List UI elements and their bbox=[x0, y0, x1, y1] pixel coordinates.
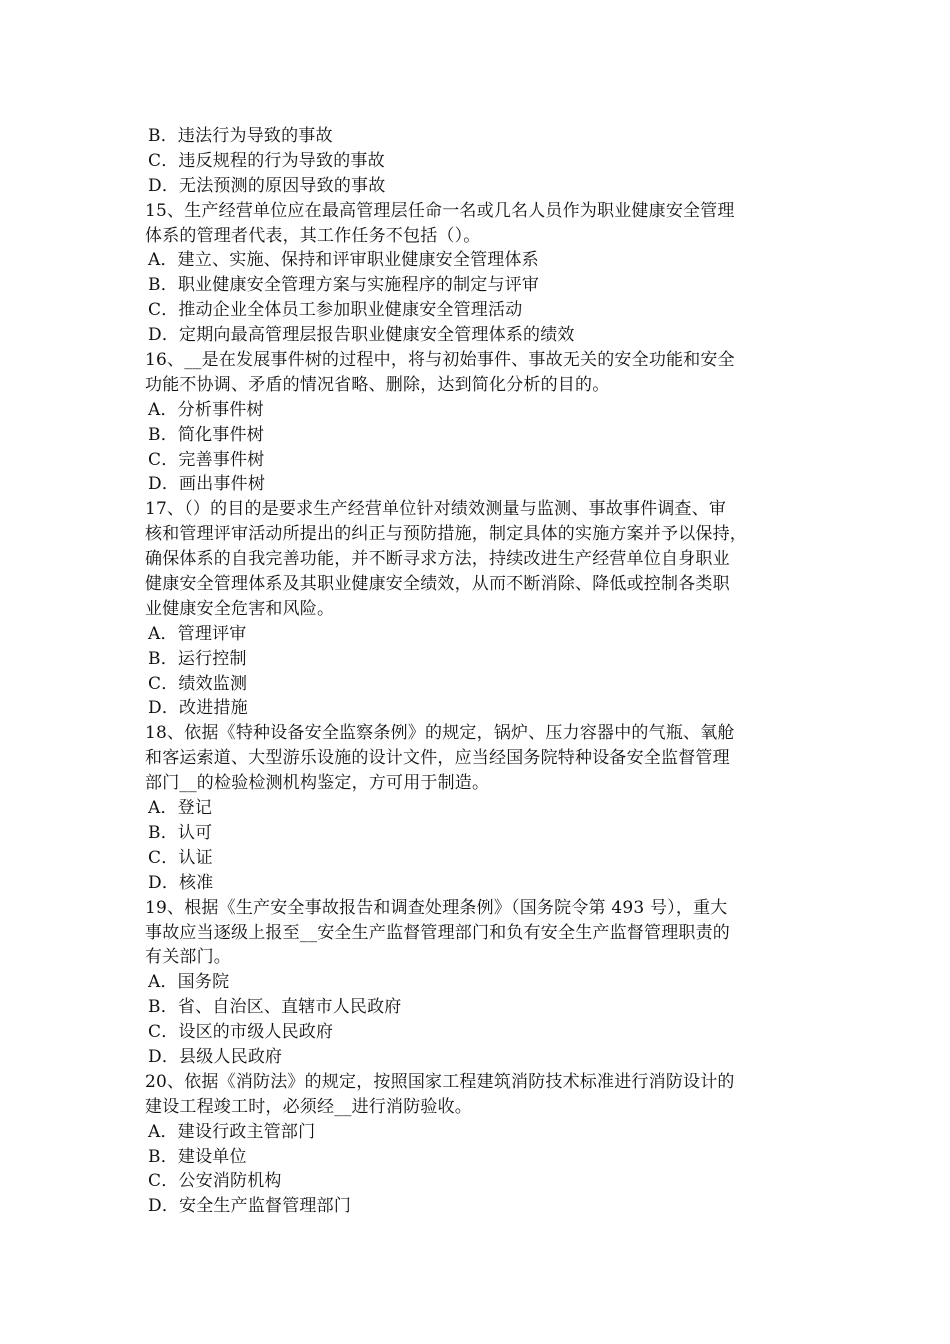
question-20 bbox=[145, 1070, 815, 1219]
question-text-line: 17、（）的目的是要求生产经营单位针对绩效测量与监测、事故事件调查、审 bbox=[145, 499, 727, 520]
question-text-line: 有关部门。 bbox=[145, 947, 231, 968]
question-text-line: 业健康安全危害和风险。 bbox=[145, 598, 335, 619]
option-c: C．完善事件树 bbox=[148, 449, 265, 470]
option-c: C．推动企业全体员工参加职业健康安全管理活动 bbox=[148, 300, 523, 321]
option-a: A．管理评审 bbox=[148, 623, 247, 644]
option-b: B．职业健康安全管理方案与实施程序的制定与评审 bbox=[148, 275, 540, 296]
option-d: D．改进措施 bbox=[148, 698, 248, 719]
option-d: D．无法预测的原因导致的事故 bbox=[148, 175, 386, 196]
question-15 bbox=[145, 199, 815, 348]
leading-options bbox=[145, 124, 815, 199]
question-text-line: 15、生产经营单位应在最高管理层任命一名或几名人员作为职业健康安全管理 bbox=[145, 200, 735, 221]
option-d: D．县级人民政府 bbox=[148, 1046, 283, 1067]
question-text-line: 健康安全管理体系及其职业健康安全绩效，从而不断消除、降低或控制各类职 bbox=[145, 574, 730, 595]
option-b: B．建设单位 bbox=[148, 1146, 247, 1167]
question-text-line: 确保体系的自我完善功能，并不断寻求方法，持续改进生产经营单位自身职业 bbox=[145, 549, 730, 570]
question-text-line: 16、__是在发展事件树的过程中，将与初始事件、事故无关的安全功能和安全 bbox=[145, 350, 735, 371]
question-text-line: 19、根据《生产安全事故报告和调查处理条例》（国务院令第 493 号），重大 bbox=[145, 897, 728, 918]
option-a: A．建设行政主管部门 bbox=[148, 1121, 316, 1142]
question-text-line: 部门__的检验检测机构鉴定，方可用于制造。 bbox=[145, 773, 490, 794]
option-c: C．认证 bbox=[148, 847, 213, 868]
option-a: A．建立、实施、保持和评审职业健康安全管理体系 bbox=[148, 250, 539, 271]
option-b: B．省、自治区、直辖市人民政府 bbox=[148, 997, 402, 1018]
question-19 bbox=[145, 896, 815, 1070]
document-body bbox=[145, 124, 815, 1219]
question-text-line: 18、依据《特种设备安全监察条例》的规定，锅炉、压力容器中的气瓶、氧舱 bbox=[145, 723, 735, 744]
question-text-line: 事故应当逐级上报至__安全生产监督管理部门和负有安全生产监督管理职责的 bbox=[145, 922, 730, 943]
option-b: B．简化事件树 bbox=[148, 424, 264, 445]
option-c: C．设区的市级人民政府 bbox=[148, 1022, 334, 1043]
option-c: C．公安消防机构 bbox=[148, 1171, 282, 1192]
option-b: B．违法行为导致的事故 bbox=[148, 126, 333, 146]
question-18 bbox=[145, 721, 815, 895]
option-b: B．运行控制 bbox=[148, 648, 247, 669]
option-c: C．绩效监测 bbox=[148, 673, 248, 694]
question-text-line: 核和管理评审活动所提出的纠正与预防措施，制定具体的实施方案并予以保持， bbox=[145, 524, 747, 545]
option-a: A．国务院 bbox=[148, 972, 230, 993]
option-c: C．违反规程的行为导致的事故 bbox=[148, 150, 385, 171]
option-d: D．定期向最高管理层报告职业健康安全管理体系的绩效 bbox=[148, 325, 575, 346]
option-a: A．登记 bbox=[148, 798, 213, 819]
question-17 bbox=[145, 497, 815, 721]
option-d: D．安全生产监督管理部门 bbox=[148, 1196, 352, 1217]
option-d: D．画出事件树 bbox=[148, 474, 266, 495]
question-text-line: 建设工程竣工时，必须经__进行消防验收。 bbox=[145, 1096, 472, 1117]
option-d: D．核准 bbox=[148, 872, 214, 893]
question-text-line: 和客运索道、大型游乐设施的设计文件，应当经国务院特种设备安全监督管理 bbox=[145, 748, 730, 769]
question-text-line: 20、依据《消防法》的规定，按照国家工程建筑消防技术标准进行消防设计的 bbox=[145, 1071, 735, 1092]
option-b: B．认可 bbox=[148, 822, 213, 843]
question-text-line: 体系的管理者代表，其工作任务不包括（）。 bbox=[145, 225, 481, 246]
question-text-line: 功能不协调、矛盾的情况省略、删除，达到简化分析的目的。 bbox=[145, 374, 610, 395]
question-16 bbox=[145, 348, 815, 497]
option-a: A．分析事件树 bbox=[148, 399, 264, 420]
